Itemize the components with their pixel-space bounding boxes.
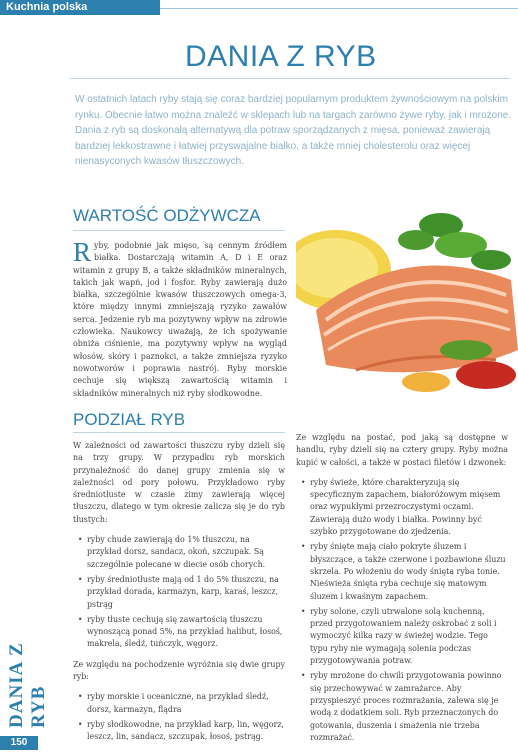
page-title: DANIA Z RYB	[185, 40, 377, 73]
fish-dish-photo	[296, 200, 518, 396]
form-intro: Ze względu na postać, pod jaką są dostępne w handlu, ryby dzieli się na cztery grupy. Ryby można kupić w całości, a także w postaci filetów i dzwonek:	[296, 433, 508, 467]
list-item: • ryby chude zawierają do 1% tłuszczu, na przykład dorsz, sandacz, okoń, szczupak. Są szczególnie polecane w diecie osób chorych.	[85, 534, 285, 571]
header-divider	[160, 8, 518, 9]
heading-nutrition-divider	[73, 230, 285, 231]
nutrition-paragraph	[73, 237, 287, 400]
list-item: • ryby tłuste cechują się zawartością tłuszczu wynoszącą ponad 5%, na przykład halibut, łosoś, makrela, śledź, tuńczyk, węgorz.	[85, 614, 285, 651]
list-item: • ryby słodkowodne, na przykład karp, lin, węgorz, leszcz, lin, sandacz, szczupak, łosoś, pstrąg.	[85, 719, 285, 744]
fat-content-intro: W zależności od zawartości tłuszczu ryby dzieli się na trzy grupy. W przypadku ryb morskich przynależność do danej grupy zmienia się w zależności od pory połowu. Przykładowo ryby średniotłuste w czasie zimy zawierają więcej tłuszczu, dlatego w tym okresie zalicza się je do ryb tłustych:	[73, 441, 285, 524]
section-header-bar	[0, 0, 160, 15]
page-number: 150	[0, 736, 38, 750]
heading-nutrition: WARTOŚĆ ODŻYWCZA	[73, 206, 261, 225]
form-list	[296, 477, 508, 744]
list-item: • ryby solone, czyli utrwalone solą kuchenną, przed przygotowaniem należy oskrobać z soli i wymoczyć kilka razy w świeżej wodzie. Tego typu ryby nie wymagają solenia podczas przygotowywania potraw.	[308, 606, 508, 667]
origin-intro: Ze względu na pochodzenie wyróżnia się dwie grupy ryb:	[73, 659, 285, 682]
heading-classification-divider	[73, 432, 285, 433]
intro-paragraph: W ostatnich latach ryby stają się coraz bardziej popularnym produktem żywnościowym na polskim rynku. Obecnie łatwo można znaleźć w sklepach lub na targach zarówno żywe ryby, jak i mrożone. Dania z ryb są doskonałą alternatywą dla potraw sporządzanych z mięsa, ponieważ zawierają bardziej lekkostrawne i łatwiej przyswajalne białko, a także mniej cholesterolu oraz więcej nienasyconych kwasów tłuszczowych.	[75, 94, 512, 168]
list-item: • ryby śnięte mają ciało pokryte śluzem i błyszczące, a także czerwone i pozbawione śluzu skrzela. Po włożeniu do wody śnięta ryba tonie. Nieświeża śnięta ryba cechuje się matowym śluzem i kwaśnym zapachem.	[308, 541, 508, 602]
section-title: Kuchnia polska	[6, 1, 88, 13]
section-header	[0, 0, 518, 16]
origin-list	[73, 691, 285, 743]
classification-right-column	[296, 432, 508, 752]
salmon-plate-illustration	[296, 200, 518, 396]
side-tab	[0, 596, 49, 736]
fat-content-list	[73, 534, 285, 651]
heading-classification: PODZIAŁ RYB	[73, 410, 186, 429]
nutrition-body: yby, podobnie jak mięso, są cennym źródłem białka. Dostarczają witamin A, D i E oraz witamin z grupy B, a także składników mineralnych, takich jak wapń, jod i fosfor. Ryby zawierają dużo białka, szczególnie kwasów tłuszczowych omega-3, które między innymi zmniejszają ryzyko zawałów serca. Jedzenie ryb ma pozytywny wpływ na zdrowie człowieka. Naukowcy uważają, że ich spożywanie obniża ciśnienie, ma pozytywny wpływ na wygląd włosów, skóry i paznokci, a także zmniejsza ryzyko nowotworów i poprawia nastrój. Ryby morskie cechuje się większą zawartością witamin i składników mineralnych niż ryby słodkowodne.	[73, 241, 287, 398]
nutrition-text	[73, 237, 287, 408]
title-divider	[70, 78, 510, 79]
list-item: • ryby morskie i oceaniczne, na przykład śledź, dorsz, karmazyn, flądra	[85, 691, 285, 716]
list-item: • ryby świeże, które charakteryzują się specyficznym zapachem, białoróżowym mięsem oraz wypukłymi przezroczystymi oczami. Zawierają dużo wody i białka. Powinny być szybko przygotowane do zjedzenia.	[308, 477, 508, 538]
list-item: • ryby mrożone do chwili przygotowania powinno się przechowywać w zamrażarce. Aby przyspieszyć proces rozmrażania, zalewa się je wodą z dodatkiem soli. Ryb przeznaczonych do gotowania, duszenia i smażenia nie trzeba rozmrażać.	[308, 670, 508, 744]
classification-left-column	[73, 440, 285, 752]
drop-cap: R	[73, 237, 92, 267]
list-item: • ryby średniotłuste mają od 1 do 5% tłuszczu, na przykład dorada, karmazyn, karp, karaś, leszcz, pstrąg	[85, 574, 285, 611]
side-chapter-label: DANIA Z RYB	[6, 642, 49, 728]
